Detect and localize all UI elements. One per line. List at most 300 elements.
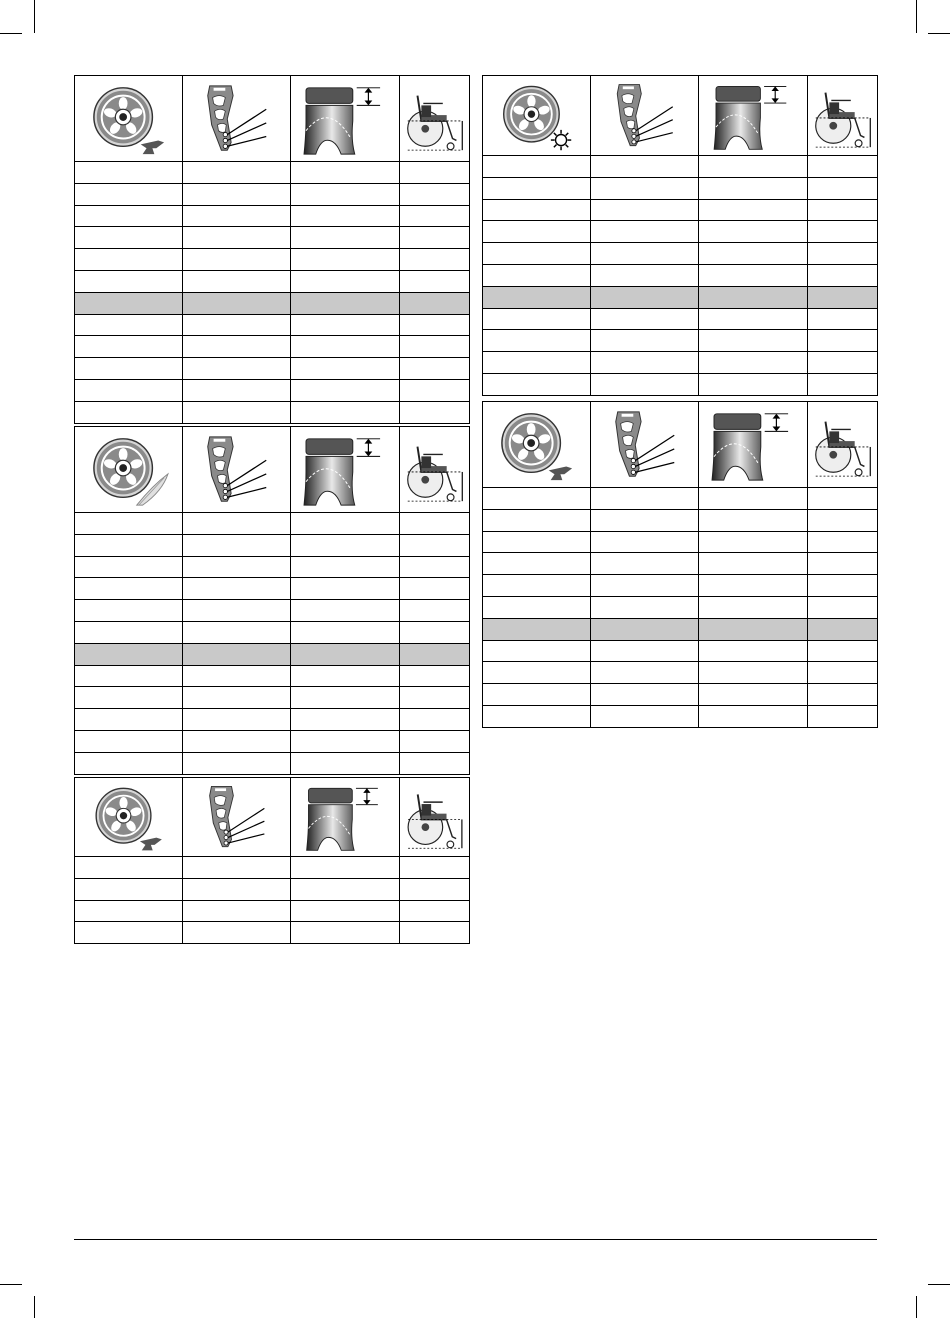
table-row xyxy=(483,243,878,265)
table-row xyxy=(483,308,878,330)
table-row xyxy=(483,575,878,597)
table-cell xyxy=(483,684,591,706)
table-cell xyxy=(75,922,183,944)
table-cell xyxy=(75,600,183,622)
axle-plate-icon xyxy=(595,79,695,153)
table-row xyxy=(75,314,470,336)
axle-plate-icon xyxy=(187,781,287,854)
table-row-shaded xyxy=(483,286,878,308)
table-cell xyxy=(483,596,591,618)
table-cell xyxy=(291,752,400,774)
table-cell xyxy=(183,556,291,578)
table-cell xyxy=(591,221,699,243)
table-row xyxy=(75,358,470,380)
table-cell xyxy=(183,687,291,709)
table-cell xyxy=(699,330,808,352)
table-cell xyxy=(291,900,400,922)
table-cell xyxy=(183,401,291,423)
table-cell xyxy=(183,922,291,944)
table-cell xyxy=(699,352,808,374)
crop-mark xyxy=(928,1284,950,1285)
table-cell xyxy=(183,621,291,643)
table-cell xyxy=(591,618,699,640)
table-cell xyxy=(699,553,808,575)
header-icon-cell xyxy=(183,778,291,857)
table-cell xyxy=(808,684,878,706)
table-cell xyxy=(291,401,400,423)
table-cell xyxy=(291,162,400,184)
table-row xyxy=(75,227,470,249)
wheelchair-seat-height-icon xyxy=(403,781,467,854)
table-cell xyxy=(483,264,591,286)
table-cell xyxy=(291,513,400,535)
table-cell xyxy=(699,308,808,330)
table-header-row xyxy=(75,427,470,513)
table-cell xyxy=(75,665,183,687)
table-cell xyxy=(183,205,291,227)
table-cell xyxy=(591,177,699,199)
table-row xyxy=(75,401,470,423)
table-cell xyxy=(808,373,878,395)
table-cell xyxy=(183,292,291,314)
crop-mark xyxy=(0,1284,22,1285)
table-row xyxy=(75,513,470,535)
table-row xyxy=(75,687,470,709)
seat-cushion-height-icon xyxy=(295,80,395,158)
table-cell xyxy=(483,373,591,395)
table-cell xyxy=(400,600,470,622)
table-cell xyxy=(291,730,400,752)
table-header-row xyxy=(75,778,470,857)
table-cell xyxy=(400,900,470,922)
table-row xyxy=(75,183,470,205)
table-cell xyxy=(483,199,591,221)
table-cell xyxy=(699,705,808,727)
table-cell xyxy=(591,199,699,221)
table-cell xyxy=(400,578,470,600)
table-cell xyxy=(591,640,699,662)
table-cell xyxy=(808,553,878,575)
table-row xyxy=(483,509,878,531)
table-cell xyxy=(75,205,183,227)
table-row xyxy=(75,709,470,731)
table-row xyxy=(483,330,878,352)
table-row-shaded xyxy=(75,643,470,665)
table-cell xyxy=(400,183,470,205)
table-cell xyxy=(699,640,808,662)
table-row xyxy=(483,531,878,553)
table-cell xyxy=(183,900,291,922)
table-cell xyxy=(808,264,878,286)
header-icon-cell xyxy=(483,76,591,156)
table-cell xyxy=(591,509,699,531)
table-cell xyxy=(699,221,808,243)
table-cell xyxy=(75,687,183,709)
table-row xyxy=(75,600,470,622)
table-cell xyxy=(400,621,470,643)
table-cell xyxy=(183,600,291,622)
wheelchair-seat-height-icon xyxy=(811,79,875,153)
table-cell xyxy=(699,243,808,265)
table-row xyxy=(483,640,878,662)
table-row xyxy=(75,336,470,358)
table-cell xyxy=(291,292,400,314)
table-cell xyxy=(483,156,591,178)
table-cell xyxy=(591,684,699,706)
table-cell xyxy=(183,249,291,271)
table-cell xyxy=(483,243,591,265)
table-row xyxy=(75,379,470,401)
wheel-sun-icon xyxy=(487,79,587,153)
table-row xyxy=(75,621,470,643)
wheel-anvil-icon xyxy=(487,406,587,484)
table-cell xyxy=(400,314,470,336)
table-cell xyxy=(75,358,183,380)
table-cell xyxy=(183,183,291,205)
table-cell xyxy=(75,730,183,752)
table-cell xyxy=(75,643,183,665)
seat-cushion-height-icon xyxy=(703,406,803,484)
table-cell xyxy=(75,249,183,271)
table-cell xyxy=(591,662,699,684)
table-cell xyxy=(699,373,808,395)
table-row xyxy=(483,199,878,221)
header-icon-cell xyxy=(291,778,400,857)
table-cell xyxy=(591,264,699,286)
table-cell xyxy=(75,752,183,774)
axle-plate-icon xyxy=(595,406,695,484)
table-row xyxy=(75,922,470,944)
table-cell xyxy=(591,596,699,618)
table-row xyxy=(483,596,878,618)
seat-cushion-height-icon xyxy=(295,431,395,509)
table-row xyxy=(75,900,470,922)
table-cell xyxy=(291,878,400,900)
header-icon-cell xyxy=(400,427,470,513)
table-cell xyxy=(483,352,591,374)
table-cell xyxy=(400,336,470,358)
table-cell xyxy=(483,177,591,199)
table-row xyxy=(75,878,470,900)
table-cell xyxy=(183,709,291,731)
table-cell xyxy=(400,922,470,944)
table-cell xyxy=(75,314,183,336)
table-cell xyxy=(75,578,183,600)
table-row xyxy=(483,684,878,706)
table-cell xyxy=(400,162,470,184)
header-icon-cell xyxy=(183,76,291,162)
table-cell xyxy=(75,336,183,358)
table-cell xyxy=(483,662,591,684)
table-cell xyxy=(483,330,591,352)
table-cell xyxy=(291,314,400,336)
header-icon-cell xyxy=(808,402,878,488)
table-cell xyxy=(808,221,878,243)
axle-plate-icon xyxy=(187,80,287,158)
wheel-anvil-icon xyxy=(79,80,179,158)
table-cell xyxy=(591,553,699,575)
table-cell xyxy=(291,227,400,249)
table-cell xyxy=(699,662,808,684)
table-cell xyxy=(400,513,470,535)
table-cell xyxy=(808,199,878,221)
table-row xyxy=(75,205,470,227)
table-row-shaded xyxy=(483,618,878,640)
table-cell xyxy=(75,183,183,205)
table-cell xyxy=(591,488,699,510)
table-cell xyxy=(483,221,591,243)
table-cell xyxy=(699,156,808,178)
table-cell xyxy=(808,177,878,199)
axle-plate-icon xyxy=(187,431,287,509)
table-cell xyxy=(808,705,878,727)
table-cell xyxy=(183,665,291,687)
header-icon-cell xyxy=(75,778,183,857)
table-cell xyxy=(808,575,878,597)
table-cell xyxy=(699,596,808,618)
table-cell xyxy=(183,314,291,336)
table-row xyxy=(75,752,470,774)
table-cell xyxy=(483,618,591,640)
table-row xyxy=(483,264,878,286)
header-icon-cell xyxy=(291,427,400,513)
table-cell xyxy=(808,531,878,553)
table-cell xyxy=(483,575,591,597)
table-cell xyxy=(183,857,291,879)
table-cell xyxy=(808,243,878,265)
table-row xyxy=(75,270,470,292)
table-cell xyxy=(400,709,470,731)
header-icon-cell xyxy=(75,427,183,513)
table-cell xyxy=(75,857,183,879)
table-cell xyxy=(291,687,400,709)
table-cell xyxy=(183,878,291,900)
table-cell xyxy=(483,509,591,531)
table-cell xyxy=(591,156,699,178)
table-cell xyxy=(75,556,183,578)
table-row xyxy=(483,488,878,510)
header-icon-cell xyxy=(808,76,878,156)
table-cell xyxy=(699,286,808,308)
table-cell xyxy=(183,513,291,535)
crop-mark xyxy=(34,0,35,33)
table-cell xyxy=(591,531,699,553)
table-cell xyxy=(75,621,183,643)
header-icon-cell xyxy=(400,76,470,162)
table-cell xyxy=(291,857,400,879)
table-cell xyxy=(183,643,291,665)
table-cell xyxy=(400,730,470,752)
table-cell xyxy=(591,705,699,727)
table-cell xyxy=(75,270,183,292)
table-cell xyxy=(400,292,470,314)
table-cell xyxy=(808,618,878,640)
table-cell xyxy=(400,878,470,900)
table-cell xyxy=(483,531,591,553)
table-left-2 xyxy=(74,426,470,775)
table-cell xyxy=(699,199,808,221)
crop-mark xyxy=(0,33,22,34)
table-cell xyxy=(291,600,400,622)
table-row xyxy=(483,662,878,684)
table-row xyxy=(483,352,878,374)
table-cell xyxy=(291,643,400,665)
table-cell xyxy=(483,286,591,308)
table-cell xyxy=(400,665,470,687)
table-cell xyxy=(291,249,400,271)
crop-mark xyxy=(916,1296,917,1318)
table-cell xyxy=(699,575,808,597)
table-cell xyxy=(291,534,400,556)
table-cell xyxy=(291,556,400,578)
wheelchair-seat-height-icon xyxy=(403,433,467,507)
wheelchair-seat-height-icon xyxy=(403,82,467,156)
table-row xyxy=(75,556,470,578)
table-cell xyxy=(183,379,291,401)
header-icon-cell xyxy=(75,76,183,162)
table-cell xyxy=(808,352,878,374)
table-cell xyxy=(483,705,591,727)
table-row xyxy=(75,578,470,600)
table-cell xyxy=(591,308,699,330)
table-cell xyxy=(291,621,400,643)
table-cell xyxy=(183,162,291,184)
table-cell xyxy=(75,401,183,423)
table-cell xyxy=(591,243,699,265)
wheel-feather-icon xyxy=(79,431,179,509)
table-cell xyxy=(291,336,400,358)
table-cell xyxy=(699,264,808,286)
table-cell xyxy=(483,640,591,662)
header-icon-cell xyxy=(591,402,699,488)
table-row xyxy=(75,665,470,687)
table-cell xyxy=(699,177,808,199)
table-cell xyxy=(75,379,183,401)
table-cell xyxy=(75,513,183,535)
table-cell xyxy=(483,553,591,575)
table-left-1 xyxy=(74,75,470,424)
table-cell xyxy=(400,401,470,423)
table-header-row xyxy=(75,76,470,162)
table-cell xyxy=(75,292,183,314)
table-cell xyxy=(75,709,183,731)
table-cell xyxy=(291,922,400,944)
table-cell xyxy=(808,640,878,662)
table-cell xyxy=(400,358,470,380)
table-cell xyxy=(483,308,591,330)
table-cell xyxy=(808,286,878,308)
table-cell xyxy=(808,662,878,684)
table-cell xyxy=(400,227,470,249)
table-cell xyxy=(400,643,470,665)
table-cell xyxy=(75,878,183,900)
table-cell xyxy=(591,330,699,352)
table-cell xyxy=(183,270,291,292)
header-icon-cell xyxy=(591,76,699,156)
table-right-1 xyxy=(482,75,878,396)
table-cell xyxy=(400,379,470,401)
wheel-anvil-icon xyxy=(79,781,179,854)
table-left-3 xyxy=(74,777,470,944)
table-cell xyxy=(291,379,400,401)
table-cell xyxy=(591,575,699,597)
header-icon-cell xyxy=(483,402,591,488)
table-row xyxy=(483,221,878,243)
table-cell xyxy=(183,534,291,556)
table-cell xyxy=(400,752,470,774)
table-cell xyxy=(699,509,808,531)
table-cell xyxy=(591,373,699,395)
table-cell xyxy=(75,227,183,249)
table-row xyxy=(75,857,470,879)
table-cell xyxy=(291,270,400,292)
header-icon-cell xyxy=(183,427,291,513)
table-cell xyxy=(808,509,878,531)
table-cell xyxy=(291,578,400,600)
table-cell xyxy=(483,488,591,510)
table-cell xyxy=(591,352,699,374)
table-cell xyxy=(699,684,808,706)
table-cell xyxy=(400,249,470,271)
wheelchair-seat-height-icon xyxy=(811,408,875,482)
seat-cushion-height-icon xyxy=(295,781,395,854)
table-cell xyxy=(400,534,470,556)
table-cell xyxy=(699,488,808,510)
table-right-2 xyxy=(482,401,878,728)
table-row-shaded xyxy=(75,292,470,314)
table-row xyxy=(483,177,878,199)
table-header-row xyxy=(483,76,878,156)
table-cell xyxy=(808,596,878,618)
crop-mark xyxy=(34,1296,35,1318)
table-cell xyxy=(183,358,291,380)
table-cell xyxy=(400,205,470,227)
table-row xyxy=(75,730,470,752)
table-cell xyxy=(183,730,291,752)
table-cell xyxy=(291,665,400,687)
header-icon-cell xyxy=(400,778,470,857)
table-cell xyxy=(291,358,400,380)
table-row xyxy=(483,553,878,575)
seat-cushion-height-icon xyxy=(703,79,803,153)
table-cell xyxy=(400,687,470,709)
table-cell xyxy=(400,270,470,292)
table-cell xyxy=(699,531,808,553)
table-cell xyxy=(808,156,878,178)
table-cell xyxy=(808,488,878,510)
table-row xyxy=(75,534,470,556)
table-cell xyxy=(591,286,699,308)
crop-mark xyxy=(928,33,950,34)
table-cell xyxy=(75,900,183,922)
table-cell xyxy=(400,556,470,578)
header-icon-cell xyxy=(291,76,400,162)
table-cell xyxy=(291,709,400,731)
table-cell xyxy=(183,752,291,774)
table-row xyxy=(483,373,878,395)
table-row xyxy=(75,162,470,184)
table-row xyxy=(483,156,878,178)
footer-rule xyxy=(74,1239,877,1240)
table-cell xyxy=(699,618,808,640)
table-cell xyxy=(808,308,878,330)
table-cell xyxy=(183,578,291,600)
table-cell xyxy=(291,183,400,205)
header-icon-cell xyxy=(699,402,808,488)
table-cell xyxy=(183,336,291,358)
table-cell xyxy=(75,162,183,184)
table-cell xyxy=(400,857,470,879)
